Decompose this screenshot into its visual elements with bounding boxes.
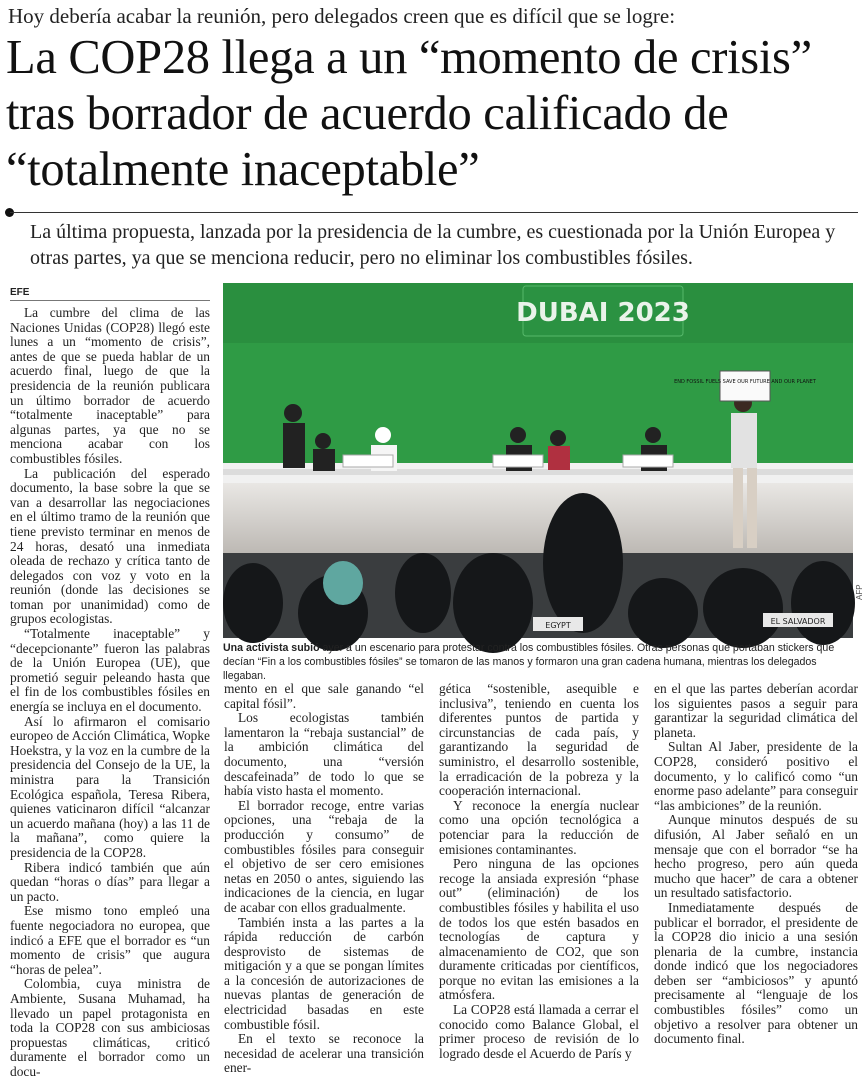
paragraph: La COP28 está llamada a cerrar el conocido como Balance Global, el primer proceso de revisión de lo logrado desde el Acuerdo de París y [439,1002,639,1061]
kicker: Hoy debería acabar la reunión, pero delegados creen que es difícil que se logre: [8,4,676,28]
caption-lead: Una activista subió [223,642,320,654]
paragraph: También insta a las partes a la rápida reducción de carbón desprovisto de sistemas de mitigación y a que se pongan límites a la concesión de autorizaciones de nuevas plantas de generación de electricidad basadas en este combustible fósil. [224,914,424,1032]
paragraph: Los ecologistas también lamentaron la “rebaja sustancial” de la ambición climática del documento, una “versión descafeinada” de todo lo que se había visto hasta el momento. [224,710,424,799]
column-3 [439,681,639,1061]
desk-sign-egypt: EGYPT [545,621,571,630]
paragraph: En el texto se reconoce la necesidad de acelerar una transición ener- [224,1031,424,1076]
paragraph: El borrador recoge, entre varias opciones, una “rebaja de la producción y consumo” de combustibles fósiles para conseguir el objetivo de ser cero emisiones netas en 2050 o antes, siguiendo las indicaciones de la ciencia, en lugar de acabar con ellos gradualmente. [224,797,424,915]
paragraph: Pero ninguna de las opciones recoge la ansiada expresión “phase out” (eliminación) de los combustibles fósiles y habilita el uso de todos los que estén basados en tecnologías de captura y almacenamiento de CO2, que son duramente criticadas por científicos, porque no evitan las emisiones a la atmósfera. [439,856,639,1003]
source-byline: EFE [10,287,30,298]
paragraph: Así lo afirmaron el comisario europeo de Acción Climática, Wopke Hoekstra, y la voz en la cumbre de la presidencia del Consejo de la UE, la ministra para la Transición Ecológica española, Teresa Ribera, quienes vaticinaron difícil “alcanzar un acuerdo mañana (hoy) a las 11 de la mañana”, como quiere la presidencia de la COP28. [10,713,210,860]
paragraph: Y reconoce la energía nuclear como una opción tecnológica a potenciar para la reducción de emisiones contaminantes. [439,797,639,857]
divider-rule [10,212,858,213]
paragraph: “Totalmente inaceptable” y “decepcionante” fueron las palabras de la Unión Europea (UE), que prometió seguir peleando hasta que el fin de los combustibles fósiles en energía se incluya en el documento. [10,626,210,715]
paragraph: gética “sostenible, asequible e inclusiva”, teniendo en cuenta los diferentes puntos de partida y circunstancias de cada país, y garantizando la seguridad de suministro, el desarrollo sostenible, la erradicación de la pobreza y la cooperación internacional. [439,681,639,799]
headline: La COP28 llega a un “momento de crisis” tras borrador de acuerdo calificado de “totalmente inaceptable” [6,31,812,196]
paragraph: Colombia, cuya ministra de Ambiente, Susana Muhamad, ha llevado un papel protagonista en toda la COP28 con sus ambiciosas propuestas climáticas, criticó duramente el borrador como un docu- [10,976,210,1079]
paragraph: Inmediatamente después de publicar el borrador, el presidente de la COP28 dio inicio a una sesión plenaria de la cumbre, instancia donde indicó que los negociadores deben ser “ambiciosos” y apuntó precisamente al “lenguaje de los combustibles fósiles” como un objetivo a resolver para obtener un documento final. [654,899,858,1047]
column-4 [654,682,858,1054]
byline-rule [10,300,210,301]
paragraph: en el que las partes deberían acordar los siguientes pasos a seguir para garantizar la seguridad climática del planeta. [654,681,858,740]
paragraph: Ese mismo tono empleó una fuente negociadora no europea, que indicó a EFE que el borrador es “un momento de crisis” que augura “horas de pelea”. [10,903,210,977]
paragraph: La cumbre del clima de las Naciones Unidas (COP28) llegó este lunes a un “momento de crisis”, antes de que se pueda hablar de un acuerdo final, luego de que la presidencia de la reunión publicara un último borrador de acuerdo “totalmente inaceptable” para algunas partes, ya que no se menciona acabar con los combustibles fósiles. [10,305,210,466]
deck: La última propuesta, lanzada por la presidencia de la cumbre, es cuestionada por la Unión Europea y otras partes, ya que se menciona reducir, pero no eliminar los combustibles fósiles. [30,221,836,269]
caption-text: ayer a un escenario para protestar contra los combustibles fósiles. Otras personas que portaban stickers que decían “Fin a los combustibles fósiles” se tomaron de las manos y formaron una gran cadena humana, mientras los delegados llegaban. [223,642,835,682]
banner-text: DUBAI 2023 [516,298,690,328]
photo-credit: AFP [855,584,864,600]
paragraph: Aunque minutos después de su difusión, Al Jaber señaló en un mensaje que con el borrador “se ha hecho progreso, pero aún queda mucho que hacer” de cara a obtener un resultado satisfactorio. [654,812,858,901]
photo-caption [223,641,858,683]
protest-sign: END FOSSIL FUELS SAVE OUR FUTURE AND OUR PLANET [674,379,816,385]
photo-illustration [223,283,853,638]
desk-sign-el-salvador: EL SALVADOR [770,617,826,626]
paragraph: mento en el que sale ganando “el capital fósil”. [224,681,424,711]
paragraph: Sultan Al Jaber, presidente de la COP28, consideró positivo el documento, y lo calificó como “un enorme paso adelante” para conseguir “las ambiciones” de la reunión. [654,739,858,813]
column-1 [10,305,210,1079]
news-photo [223,283,853,638]
column-2 [224,681,424,1076]
paragraph: Ribera indicó también que aún quedan “horas o días” para llegar a un pacto. [10,859,210,904]
paragraph: La publicación del esperado documento, la base sobre la que se van a desarrollar las negociaciones en el último tramo de la reunión que tiene previsto terminar en menos de 24 horas, desató una inmediata oleada de rechazo y crítica tanto de delegados con voz y voto en la reunión (donde las decisiones se toman por unanimidad) como de grupos ecologistas. [10,465,210,627]
